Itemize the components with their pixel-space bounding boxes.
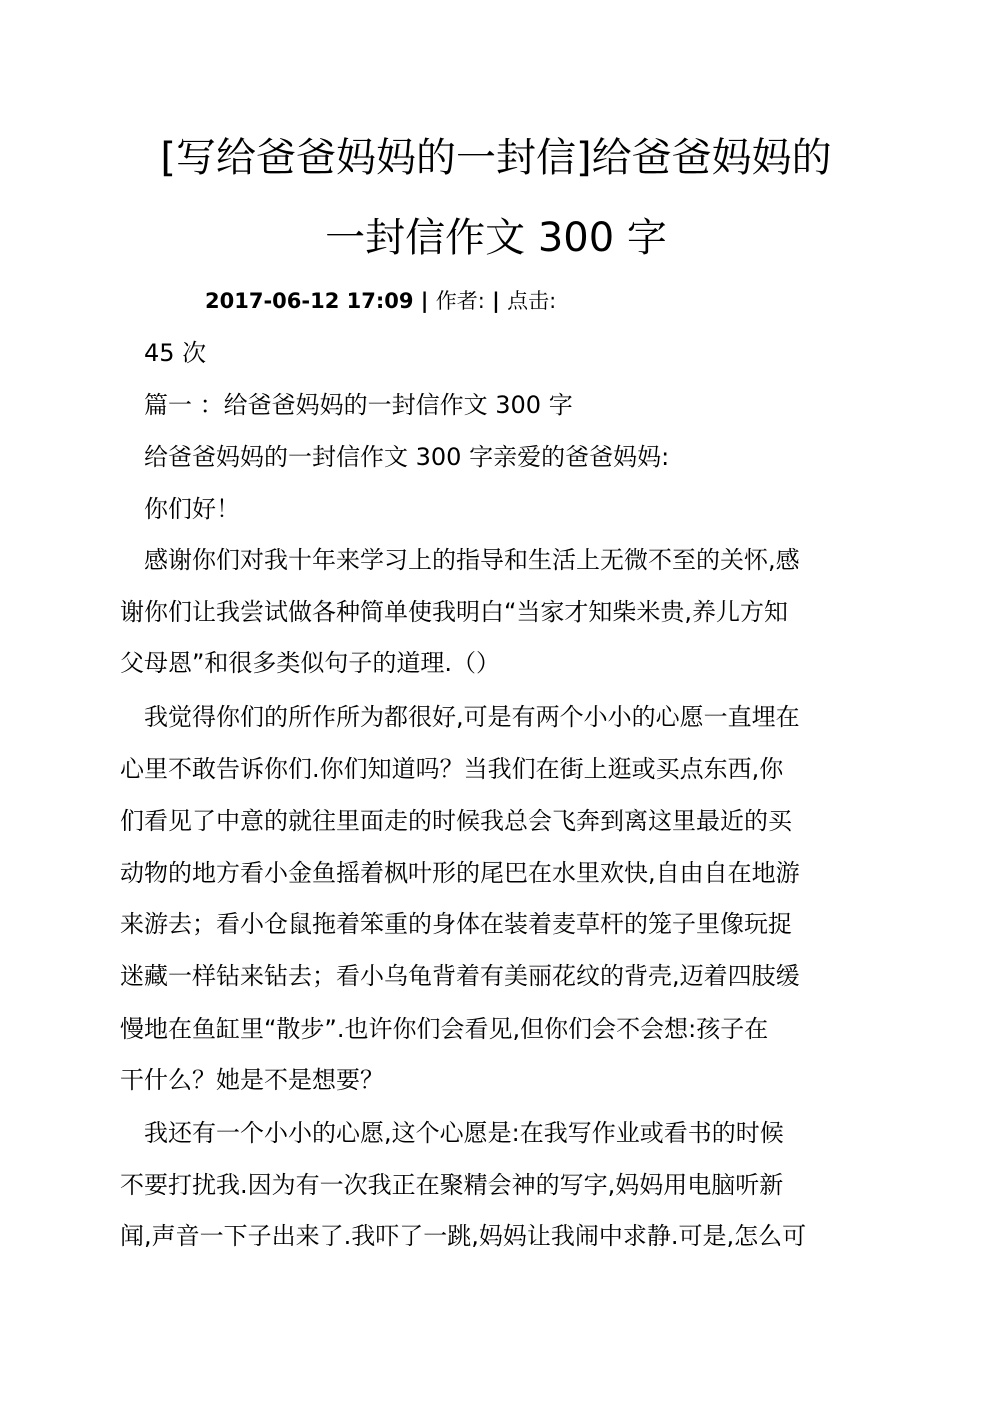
document-title-line-2: 一封信作文 300 字 [325,215,667,261]
section-heading: 篇一 ：给爸爸妈妈的一封信作文 300 字 [144,391,573,419]
body-line: 慢地在鱼缸里“散步”.也许你们会看见,但你们会不会想:孩子在 [120,1015,769,1043]
clicks-count: 45 次 [144,339,207,367]
body-line: 谢你们让我尝试做各种简单使我明白“当家才知柴米贵,养儿方知 [120,598,789,626]
body-line: 给爸爸妈妈的一封信作文 300 字亲爱的爸爸妈妈: [144,443,670,471]
meta-separator: | [484,289,508,313]
body-line: 我觉得你们的所作所为都很好,可是有两个小小的心愿一直埋在 [144,703,800,731]
body-line: 来游去；看小仓鼠拖着笨重的身体在装着麦草杆的笼子里像玩捉 [120,910,792,938]
body-line: 我还有一个小小的心愿,这个心愿是:在我写作业或看书的时候 [144,1119,784,1147]
body-line: 们看见了中意的就往里面走的时候我总会飞奔到离这里最近的买 [120,807,792,835]
publish-datetime: 2017-06-12 17:09 [205,289,414,313]
body-line: 迷藏一样钻来钻去；看小乌龟背着有美丽花纹的背壳,迈着四肢缓 [120,962,800,990]
document-title-line-1: [写给爸爸妈妈的一封信]给爸爸妈妈的 [160,135,832,181]
body-line: 动物的地方看小金鱼摇着枫叶形的尾巴在水里欢快,自由自在地游 [120,859,800,887]
article-meta [205,286,556,316]
body-line: 不要打扰我.因为有一次我正在聚精会神的写字,妈妈用电脑听新 [120,1171,784,1199]
body-line: 父母恩”和很多类似句子的道理.（） [120,649,501,677]
body-line: 心里不敢告诉你们.你们知道吗？当我们在街上逛或买点东西,你 [120,755,784,783]
body-line: 感谢你们对我十年来学习上的指导和生活上无微不至的关怀,感 [144,546,800,574]
body-line: 干什么？她是不是想要？ [120,1066,384,1094]
author-label: 作者: [435,289,485,313]
meta-separator: | [413,289,436,313]
clicks-label: 点击: [507,289,557,313]
body-line: 你们好！ [144,495,240,523]
body-line: 闻,声音一下子出来了.我吓了一跳,妈妈让我闹中求静.可是,怎么可 [120,1222,807,1250]
